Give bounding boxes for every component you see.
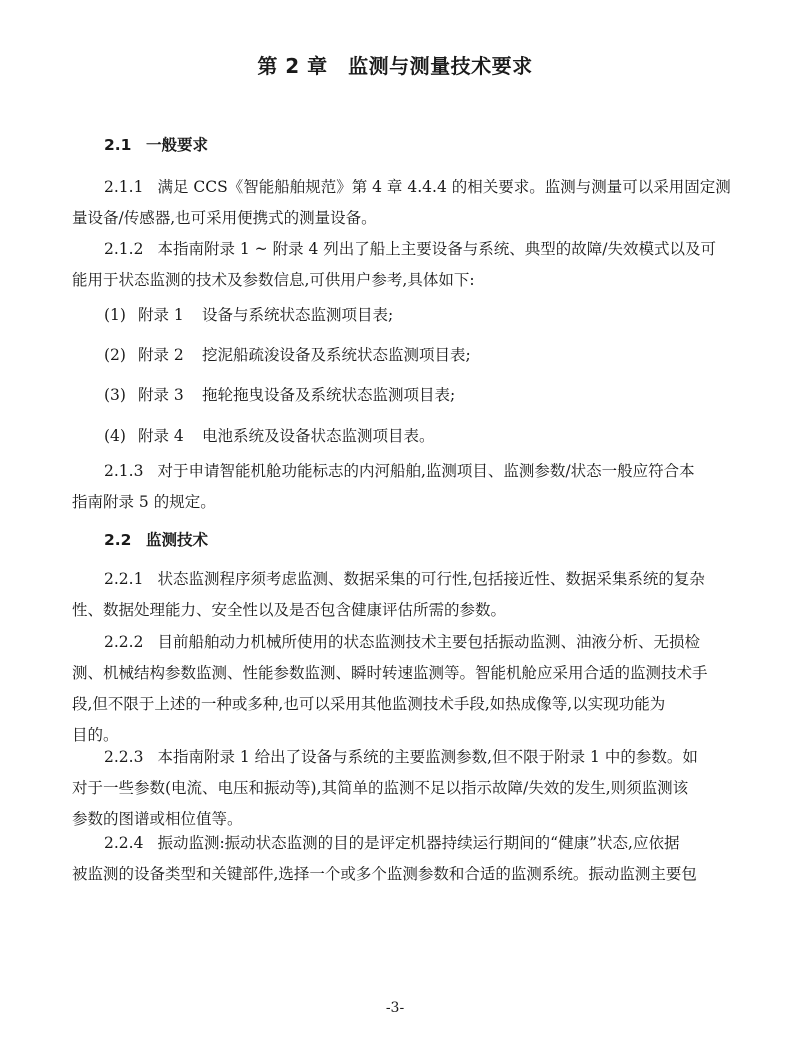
paragraph-2-1-2 (72, 234, 732, 296)
paragraph-line: 能用于状态监测的技术及参数信息,可供用户参考,具体如下: (72, 271, 475, 289)
paragraph-number: 2.1.3 (104, 462, 144, 480)
paragraph-line: 振动监测:振动状态监测的目的是评定机器持续运行期间的“健康”状态,应依据 (157, 834, 680, 852)
list-marker: (4) (104, 427, 126, 445)
section-heading-2-1 (104, 133, 208, 155)
paragraph-line: 对于申请智能机舱功能标志的内河船舶,监测项目、监测参数/状态一般应符合本 (157, 462, 695, 480)
paragraph-2-2-4 (72, 828, 732, 890)
paragraph-2-2-2 (72, 627, 732, 751)
appendix-ref: 附录 2 (138, 346, 184, 364)
list-text: 挖泥船疏浚设备及系统状态监测项目表; (202, 346, 471, 364)
paragraph-number: 2.2.3 (104, 748, 144, 766)
paragraph-line: 对于一些参数(电流、电压和振动等),其简单的监测不足以指示故障/失效的发生,则须监测该 (72, 779, 689, 797)
paragraph-line: 段,但不限于上述的一种或多种,也可以采用其他监测技术手段,如热成像等,以实现功能为 (72, 695, 666, 713)
paragraph-line: 指南附录 5 的规定。 (72, 493, 216, 511)
list-item (104, 424, 435, 446)
paragraph-line: 被监测的设备类型和关键部件,选择一个或多个监测参数和合适的监测系统。振动监测主要包 (72, 865, 697, 883)
chapter-title: 第 2 章 监测与测量技术要求 (257, 54, 533, 78)
paragraph-2-1-3 (72, 456, 732, 518)
paragraph-line: 目的。 (72, 726, 119, 744)
list-item (104, 383, 455, 405)
paragraph-line: 满足 CCS《智能船舶规范》第 4 章 4.4.4 的相关要求。监测与测量可以采用固定测 (157, 178, 731, 196)
paragraph-2-2-1 (72, 564, 732, 626)
paragraph-number: 2.1.1 (104, 178, 144, 196)
appendix-ref: 附录 3 (138, 386, 184, 404)
list-item (104, 303, 393, 325)
paragraph-number: 2.2.4 (104, 834, 144, 852)
list-text: 设备与系统状态监测项目表; (202, 306, 394, 324)
section-number: 2.1 (104, 136, 132, 154)
paragraph-line: 量设备/传感器,也可采用便携式的测量设备。 (72, 209, 377, 227)
list-marker: (1) (104, 306, 126, 324)
paragraph-line: 目前船舶动力机械所使用的状态监测技术主要包括振动监测、油液分析、无损检 (157, 633, 700, 651)
paragraph-line: 测、机械结构参数监测、性能参数监测、瞬时转速监测等。智能机舱应采用合适的监测技术手 (72, 664, 708, 682)
section-number: 2.2 (104, 531, 132, 549)
paragraph-line: 本指南附录 1 ~ 附录 4 列出了船上主要设备与系统、典型的故障/失效模式以及可 (157, 240, 717, 258)
page-number: -3- (385, 1000, 405, 1016)
section-title: 一般要求 (146, 136, 209, 154)
list-text: 电池系统及设备状态监测项目表。 (202, 427, 435, 445)
list-marker: (3) (104, 386, 126, 404)
paragraph-2-1-1 (72, 172, 732, 234)
section-heading-2-2 (104, 528, 208, 550)
appendix-ref: 附录 1 (138, 306, 184, 324)
paragraph-line: 性、数据处理能力、安全性以及是否包含健康评估所需的参数。 (72, 601, 507, 619)
list-item (104, 343, 471, 365)
paragraph-line: 本指南附录 1 给出了设备与系统的主要监测参数,但不限于附录 1 中的参数。如 (157, 748, 698, 766)
list-marker: (2) (104, 346, 126, 364)
paragraph-number: 2.2.1 (104, 570, 144, 588)
paragraph-number: 2.1.2 (104, 240, 144, 258)
paragraph-line: 状态监测程序须考虑监测、数据采集的可行性,包括接近性、数据采集系统的复杂 (157, 570, 705, 588)
paragraph-number: 2.2.2 (104, 633, 144, 651)
appendix-ref: 附录 4 (138, 427, 184, 445)
list-text: 拖轮拖曳设备及系统状态监测项目表; (202, 386, 456, 404)
paragraph-line: 参数的图谱或相位值等。 (72, 810, 243, 828)
paragraph-2-2-3 (72, 742, 732, 835)
section-title: 监测技术 (146, 531, 209, 549)
